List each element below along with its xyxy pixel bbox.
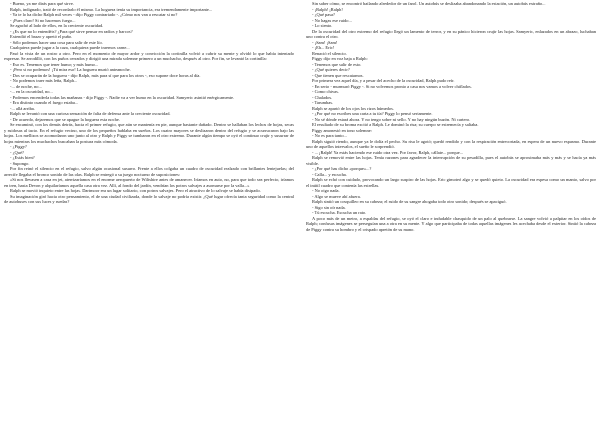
- paragraph: - ¿Estás bien?: [10, 155, 35, 160]
- paragraph: Sin saber cómo, se encontró bailando alrededor de un farol. Un autobús se deslizaba abandonando la estación, un autobús extraño...: [312, 1, 546, 6]
- paragraph: - De acuerdo, dejaremos que se apague la hoguera esta noche.: [10, 116, 120, 122]
- paragraph: - Bueno, ya me dirás para qué sirve.: [10, 1, 74, 6]
- paragraph: - ¡Eh... Eric!: [312, 45, 335, 50]
- paragraph: - Era distinto cuando el fuego estaba...: [10, 100, 79, 105]
- paragraph: - Supongo.: [10, 160, 30, 166]
- paragraph: - No sé dónde estará ahora. Y no tengo sobre ni sello. Y no hay ningún buzón. Ni cartero.: [312, 116, 471, 122]
- paragraph: - ¿Qué pasa?: [312, 12, 335, 17]
- paragraph: - Como chivas.: [312, 89, 339, 94]
- paragraph: Pasó la vista de un rostro a otro. Pero en el momento de mayor ardor y convicción la cortinilla volvió a cubrir su mente y olvidó lo que había intentado expresar. Se arrodilló, con los puños cerrados y dirigió una mirada solemne primero a un muchacho, después al otro. Por fin, se levantó la cortinilla:: [4, 50, 294, 61]
- paragraph: Ralph se echó con cuidado, provocando un largo suspiro de las hojas. Eric gimoteó algo y se quedó quieto. La oscuridad era espesa como un manto, salvo por el inútil cuadro que contenía las estrellas.: [306, 177, 596, 188]
- paragraph: Ralph se levantó con una curiosa sensación de falta de defensa ante la creciente oscuridad.: [10, 111, 171, 116]
- paragraph: -... en la oscuridad, no...: [10, 89, 53, 94]
- paragraph: A poco más de un metro, a espaldas del refugio, se oyó el claro e indudable chasquido de un palo al quebrarse. La sangre volvió a palpitar en los oídos de Ralph; confusas imágenes se perseguían una a otra en su mente. Y algo que participaba de todas aquellas imágenes les acechaba desde el exterior. Sintió la cabeza de Piggy contra su hombro y el crispado apretón de su mano.: [306, 215, 596, 232]
- paragraph: - ¡Sam! ¡Sam!: [312, 39, 338, 45]
- paragraph: - ¿Es que no lo entendéis? ¿Para qué sirve pensar en radios y barcos?: [10, 28, 133, 34]
- paragraph: - ¿Piggy?: [10, 144, 27, 149]
- paragraph: Se encaminó, con los demás detrás, hacia el primer refugio, que aún se mantenía en pie, aunque bastante dañado. Dentro se hallaban los lechos de hojas, secas y ruidosas al tacto. En el refugio vecino, uno de los pequeños hablaba en sueños. Los cuatro mayores se deslizaron dentro del refugio y se acurrucaron bajo las hojas. Los mellizos se acomodaron uno junto al otro y Ralph y Piggy se tumbaron en el otro extremo. Durante algún tiempo se oyó el continuo crujir y susurrar de hojas mientras los muchachos buscaban la postura más cómoda.: [4, 122, 294, 144]
- left-text-column: [4, 1, 294, 423]
- paragraph: Ralph, indignado, trató de recordarlo él mismo. La hoguera tenía su importancia, era tremendamente importante...: [10, 6, 213, 12]
- paragraph: Por fin reinó el silencio en el refugio, salvo algún ocasional susurro. Frente a ellos colgaba un cuadro de oscuridad realzado con brillantes lentejuelas; del arrecife llegaba el bronco sonido de las olas. Ralph se entregó a su juego nocturno de suposiciones:: [4, 166, 294, 177]
- paragraph: - ¿Por qué has dicho «porque»...?: [312, 166, 372, 171]
- paragraph: Por primera vez aquel día, y a pesar del acecho de la oscuridad, Ralph pudo reír.: [312, 78, 455, 83]
- paragraph: - Calla... y escucha.: [312, 171, 347, 177]
- paragraph: Piggy dijo en voz baja a Ralph:: [312, 56, 368, 61]
- paragraph: - Tú escucha. Escucha un rato.: [312, 210, 367, 215]
- paragraph: «Si nos llevasen a casa en jet, aterrizaríamos en el enorme aeropuerto de Wiltshire antes de amanecer. Iríamos en auto, no, para que todo sea perfecto, iríamos en tren, hasta Devon y alquilaríamos aquella casa otra vez. Allí, al fondo del jardín, vendrían los potros salvajes a asomarse por la valla...»: [4, 177, 294, 188]
- paragraph: - ¿Qué?: [10, 149, 24, 155]
- paragraph: - Chalados.: [312, 94, 333, 100]
- paragraph: - Lo siento.: [312, 23, 333, 28]
- paragraph: - Tarumbas.: [312, 100, 334, 105]
- paragraph: El resultado de su broma excitó a Ralph. Le dominó la risa; su cuerpo se estremecía y saltaba.: [312, 122, 479, 127]
- paragraph: - ¿Por qué no escribes una carta a tu tía? Piggy lo pensó seriamente.: [312, 111, 433, 116]
- paragraph: - Podemos encenderla todas las mañanas - dijo Piggy -. Nadie va a ver humo en la oscuridad. Samyeric asintió enérgicamente.: [10, 94, 235, 100]
- paragraph: Su imaginación giró hacia otro pensamiento, el de una ciudad civilizada, donde lo salvaje no podría existir. ¿Qué lugar ofrecía tanta seguridad como la central de autobuses con sus luces y ruedas?: [4, 193, 294, 204]
- paragraph: Cualquiera puede jugar a la caza, cualquiera puede traernos carne...: [10, 45, 130, 50]
- paragraph: - Dos se ocuparán de la hoguera - dijo Ralph, más para sí que para los otros -, eso supone doce horas al día.: [10, 72, 201, 78]
- paragraph: - Que tienen que rescatarnos.: [312, 72, 364, 78]
- paragraph: - Sólo podemos hacer una cosa para salir de este lío.: [10, 39, 103, 45]
- paragraph: Renació el silencio.: [312, 50, 347, 56]
- paragraph: - ... ¡Ralph! Ya estás haciendo ese ruido otra vez. Por favor, Ralph, cállate... porque...: [312, 149, 464, 155]
- paragraph: - No es para tanto...: [312, 133, 347, 138]
- paragraph: - ¡Pero si no podemos! ¡Tú mira eso! La hoguera murió anteanoche.: [10, 67, 131, 72]
- paragraph: - No hagas ese ruido...: [312, 17, 352, 23]
- paragraph: Ralph siguió riendo, aunque ya le dolía el pecho. Su risa le agotó; quedó rendido y con la respiración entrecortada, en espera de un nuevo espasmo. Durante uno de aquellos intervalos, el sueño le sorprendió.: [306, 138, 596, 149]
- paragraph: Ralph se apartó de los ojos los rizos húmedos.: [312, 105, 394, 111]
- paragraph: - Sigo sin oír nada.: [312, 204, 346, 210]
- paragraph: Ralph se removió entre las hojas. Tenía razones para agradecer la interrupción de su pesadilla, pues el autobús se aproximaba más y más y se hacía ya más visible.: [306, 155, 596, 166]
- paragraph: - No podemos traer más leña, Ralph...: [10, 78, 78, 83]
- paragraph: - Tenemos que salir de esto.: [312, 61, 362, 67]
- right-text-column: [306, 1, 596, 423]
- paragraph: - Eso es. Tenemos que tener humo; y más humo...: [10, 61, 99, 67]
- paragraph: - Ya te lo ha dicho Ralph mil veces - dijo Piggy contrariado -. ¿Cómo nos van a rescatar si no?: [10, 12, 178, 17]
- paragraph: Piggy amonestó en tono solemne:: [312, 127, 372, 133]
- paragraph: - ¡Pues claro! Si no hacemos fuego...: [10, 17, 76, 23]
- paragraph: - En serio - murmuró Piggy -. Si no volvemos pronto a casa nos vamos a volver chiflados.: [312, 83, 472, 89]
- paragraph: -... de noche, no...: [10, 83, 42, 89]
- paragraph: - ¿Qué quieres decir?: [312, 67, 350, 72]
- paragraph: Ralph sintió un cosquilleo en su cabeza; el ruido de su sangre ahogaba todo otro sonido; después se apaciguó.: [312, 199, 507, 204]
- paragraph: Ralph se movió inquieto entre las hojas. Dartmoor era un lugar solitario, con potros salvajes. Pero el atractivo de lo salvaje se había disipado.: [10, 188, 261, 193]
- paragraph: Extendió el brazo y apretó el puño.: [10, 34, 73, 39]
- paragraph: - ¡Ralph! ¡Ralph!: [312, 6, 343, 12]
- paragraph: - Algo se mueve ahí afuera.: [312, 193, 361, 199]
- paragraph: - No oigo nada.: [312, 188, 340, 193]
- paragraph: De la oscuridad del otro extremo del refugio llegó un lamento de terror, y en su pánico hicieron crujir las hojas. Samyeric, enlazados en un abrazo, luchaban uno contra el otro.: [306, 28, 596, 39]
- paragraph: -... allá arriba.: [10, 105, 35, 111]
- paragraph: Se agachó al lado de ellos, en la creciente oscuridad.: [10, 23, 104, 28]
